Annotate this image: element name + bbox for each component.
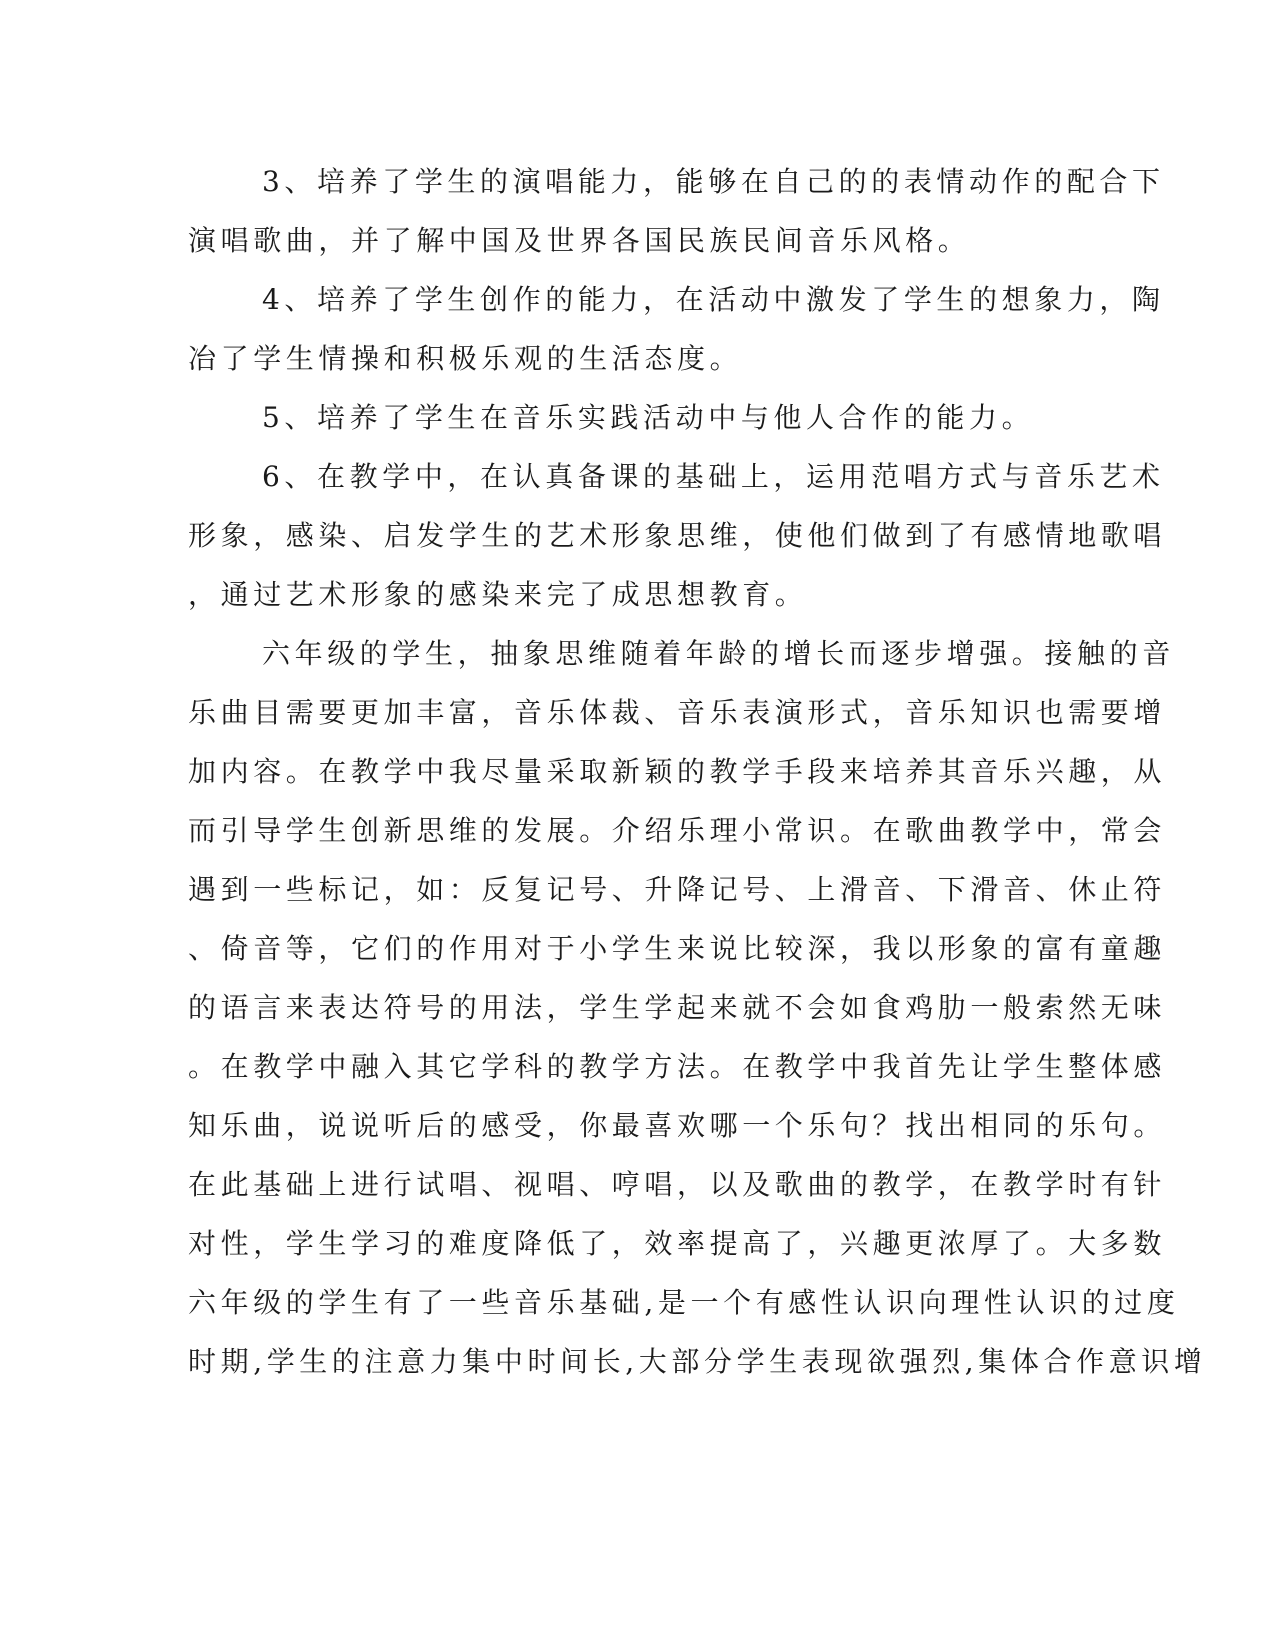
text-line: 4、培养了学生创作的能力，在活动中激发了学生的想象力，陶	[262, 283, 1165, 316]
text-line: 遇到一些标记，如：反复记号、升降记号、上滑音、下滑音、休止符	[188, 873, 1167, 906]
text-line: 知乐曲，说说听后的感受，你最喜欢哪一个乐句？找出相同的乐句。	[188, 1109, 1167, 1142]
text-line: 对性，学生学习的难度降低了，效率提高了，兴趣更浓厚了。大多数	[188, 1227, 1167, 1260]
text-line: 加内容。在教学中我尽量采取新颖的教学手段来培养其音乐兴趣，从	[188, 755, 1167, 788]
text-line: 在此基础上进行试唱、视唱、哼唱，以及歌曲的教学，在教学时有针	[188, 1168, 1167, 1201]
text-line: 。在教学中融入其它学科的教学方法。在教学中我首先让学生整体感	[188, 1050, 1167, 1083]
text-line: 5、培养了学生在音乐实践活动中与他人合作的能力。	[262, 401, 1035, 434]
text-line: 演唱歌曲，并了解中国及世界各国民族民间音乐风格。	[188, 224, 971, 257]
text-line: 的语言来表达符号的用法，学生学起来就不会如食鸡肋一般索然无味	[188, 991, 1167, 1024]
text-line: 六年级的学生有了一些音乐基础,是一个有感性认识向理性认识的过度	[188, 1286, 1180, 1319]
text-line: 、倚音等，它们的作用对于小学生来说比较深，我以形象的富有童趣	[188, 932, 1167, 965]
text-line: 形象，感染、启发学生的艺术形象思维，使他们做到了有感情地歌唱	[188, 519, 1167, 552]
text-line: 6、在教学中，在认真备课的基础上，运用范唱方式与音乐艺术	[262, 460, 1165, 493]
text-line: ，通过艺术形象的感染来完了成思想教育。	[188, 578, 808, 611]
text-line: 时期,学生的注意力集中时间长,大部分学生表现欲强烈,集体合作意识增	[188, 1345, 1207, 1378]
text-line: 3、培养了学生的演唱能力，能够在自己的的表情动作的配合下	[262, 165, 1165, 198]
text-line: 冶了学生情操和积极乐观的生活态度。	[188, 342, 743, 375]
text-line: 而引导学生创新思维的发展。介绍乐理小常识。在歌曲教学中，常会	[188, 814, 1167, 847]
text-line: 乐曲目需要更加丰富，音乐体裁、音乐表演形式，音乐知识也需要增	[188, 696, 1167, 729]
text-line: 六年级的学生，抽象思维随着年龄的增长而逐步增强。接触的音	[262, 637, 1175, 670]
